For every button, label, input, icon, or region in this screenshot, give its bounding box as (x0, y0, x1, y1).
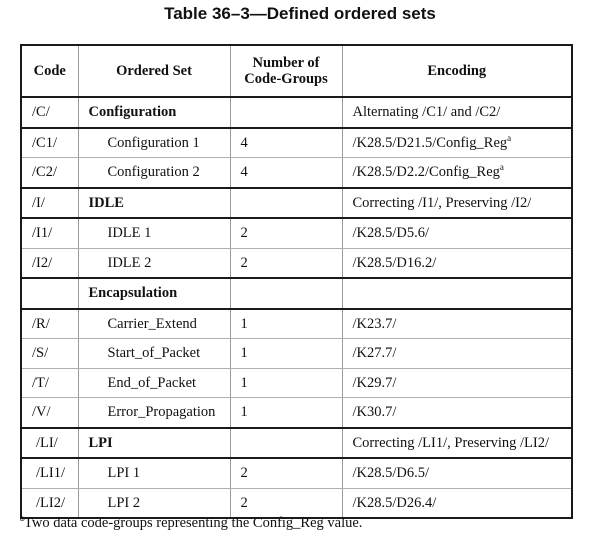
cell-code: /LI2/ (21, 488, 78, 518)
encoding-text: /K28.5/D2.2/Config_Reg (352, 164, 500, 181)
cell-count: 2 (230, 458, 342, 488)
cell-code (21, 278, 78, 309)
cell-code: /LI1/ (21, 458, 78, 488)
cell-encoding: /K28.5/D6.5/ (342, 458, 572, 488)
header-num-line2: Code-Groups (244, 71, 328, 87)
table-row (21, 458, 572, 488)
cell-count: 2 (230, 218, 342, 248)
table-header-row (21, 45, 572, 97)
cell-encoding: /K28.5/D5.6/ (342, 218, 572, 248)
table-row (21, 368, 572, 398)
table-title: Table 36–3—Defined ordered sets (164, 4, 436, 23)
cell-ordered-set: LPI (78, 428, 230, 459)
cell-ordered-set: IDLE (78, 188, 230, 219)
cell-ordered-set: Carrier_Extend (78, 309, 230, 339)
cell-count (230, 188, 342, 219)
cell-code: /S/ (21, 339, 78, 369)
cell-encoding: /K28.5/D16.2/ (342, 248, 572, 278)
cell-ordered-set: Configuration (78, 97, 230, 128)
cell-count: 1 (230, 309, 342, 339)
cell-encoding: Alternating /C1/ and /C2/ (342, 97, 572, 128)
cell-encoding: /K29.7/ (342, 368, 572, 398)
cell-ordered-set: Encapsulation (78, 278, 230, 309)
footnote-text: Two data code-groups representing the Config_Reg value. (24, 515, 363, 531)
table-row (21, 248, 572, 278)
cell-count (230, 278, 342, 309)
cell-count: 2 (230, 488, 342, 518)
table-row (21, 309, 572, 339)
table-row (21, 158, 572, 188)
footnote-marker: a (499, 162, 504, 173)
cell-code: /I/ (21, 188, 78, 219)
cell-count: 1 (230, 398, 342, 428)
table-row (21, 97, 572, 128)
cell-encoding: /K28.5/D26.4/ (342, 488, 572, 518)
cell-encoding (342, 158, 572, 188)
table-footnote (20, 514, 362, 532)
header-number-of-code-groups (230, 45, 342, 97)
cell-encoding (342, 128, 572, 158)
cell-encoding (342, 278, 572, 309)
cell-code: /T/ (21, 368, 78, 398)
table-row (21, 428, 572, 459)
ordered-sets-table (20, 44, 573, 519)
cell-count: 4 (230, 128, 342, 158)
footnote-marker: a (507, 132, 512, 143)
cell-ordered-set: IDLE 1 (78, 218, 230, 248)
cell-code: /I1/ (21, 218, 78, 248)
cell-code: /R/ (21, 309, 78, 339)
cell-count (230, 428, 342, 459)
cell-encoding: Correcting /LI1/, Preserving /LI2/ (342, 428, 572, 459)
table-row (21, 339, 572, 369)
cell-ordered-set: Start_of_Packet (78, 339, 230, 369)
encoding-text: /K28.5/D21.5/Config_Reg (352, 134, 508, 151)
cell-ordered-set: LPI 2 (78, 488, 230, 518)
header-code: Code (21, 45, 78, 97)
cell-ordered-set: Error_Propagation (78, 398, 230, 428)
header-encoding: Encoding (342, 45, 572, 97)
cell-code: /C2/ (21, 158, 78, 188)
table-row (21, 128, 572, 158)
cell-encoding: /K27.7/ (342, 339, 572, 369)
cell-count: 1 (230, 368, 342, 398)
cell-code: /V/ (21, 398, 78, 428)
header-num-line1: Number of (252, 55, 320, 71)
table-row (21, 188, 572, 219)
cell-encoding: /K23.7/ (342, 309, 572, 339)
cell-code: /I2/ (21, 248, 78, 278)
cell-code: /C/ (21, 97, 78, 128)
cell-code: /LI/ (21, 428, 78, 459)
cell-count: 2 (230, 248, 342, 278)
cell-ordered-set: IDLE 2 (78, 248, 230, 278)
header-ordered-set: Ordered Set (78, 45, 230, 97)
cell-encoding: Correcting /I1/, Preserving /I2/ (342, 188, 572, 219)
cell-count: 4 (230, 158, 342, 188)
cell-encoding: /K30.7/ (342, 398, 572, 428)
table-row (21, 398, 572, 428)
cell-ordered-set: Configuration 1 (78, 128, 230, 158)
cell-ordered-set: End_of_Packet (78, 368, 230, 398)
cell-ordered-set: LPI 1 (78, 458, 230, 488)
cell-count (230, 97, 342, 128)
cell-code: /C1/ (21, 128, 78, 158)
table-row (21, 278, 572, 309)
table-row (21, 218, 572, 248)
cell-ordered-set: Configuration 2 (78, 158, 230, 188)
cell-count: 1 (230, 339, 342, 369)
footnote-marker: a (20, 513, 24, 523)
